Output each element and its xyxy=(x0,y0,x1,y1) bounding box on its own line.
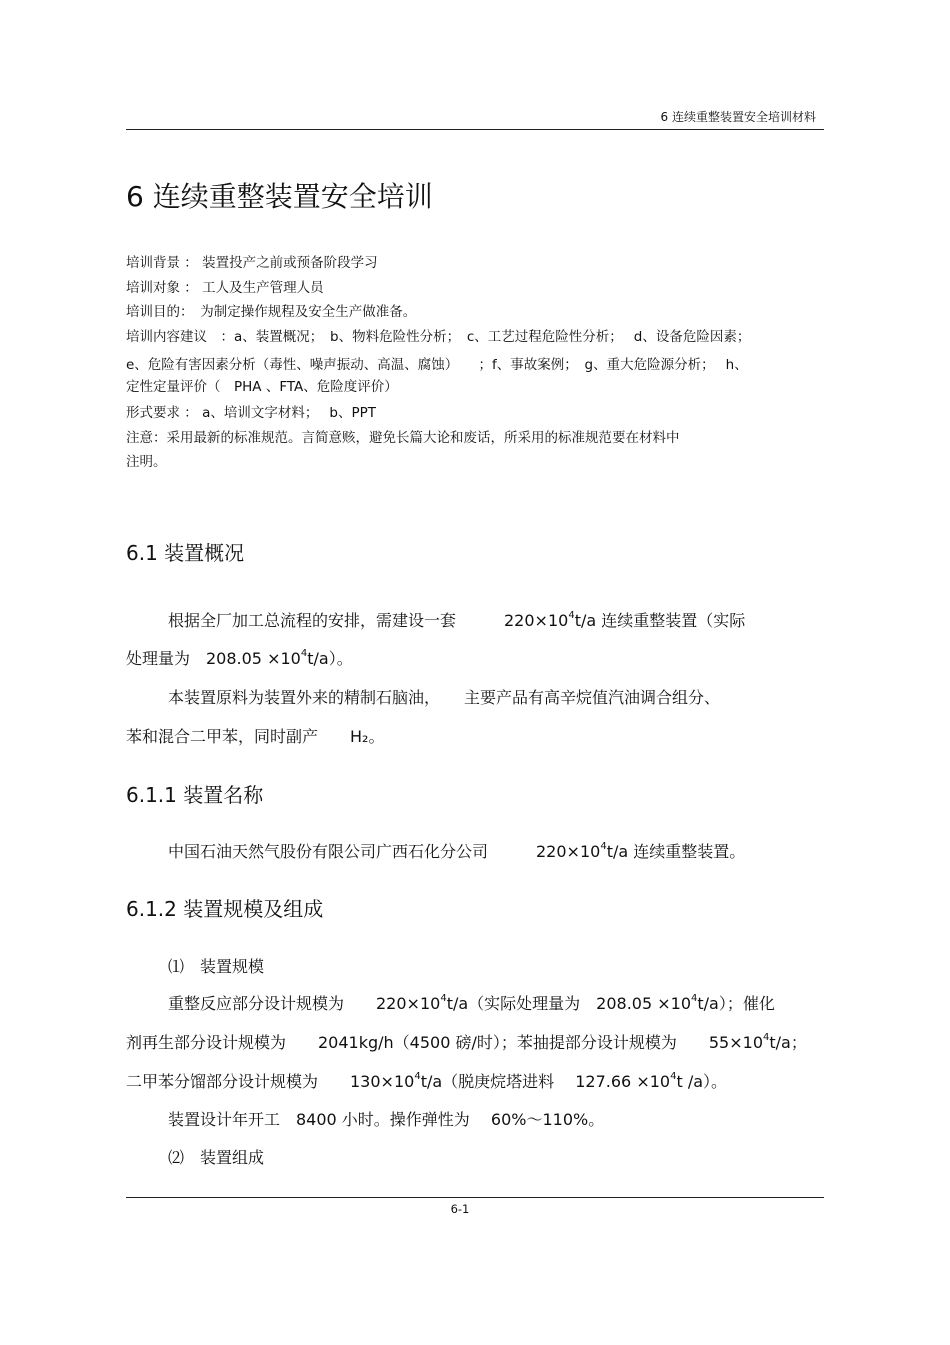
paragraph-line: 重整反应部分设计规模为 $220\times 10^4t/a$（实际处理量为 $208.05 \times 10^4t/a$）；催化 xyxy=(168,992,775,1013)
list-item-heading: ⑵ 装置组成 xyxy=(168,1148,265,1167)
section-heading-6-1-2: 6.1.2 装置规模及组成 xyxy=(126,897,324,921)
header-rule xyxy=(126,129,824,130)
meta-purpose: 培训目的： 为制定操作规程及安全生产做准备。 xyxy=(126,304,417,320)
page-title: 6 连续重整装置安全培训 xyxy=(126,180,433,213)
meta-format: 形式要求 ： a、培训文字材料； b、PPT xyxy=(126,405,376,421)
list-item-heading: ⑴ 装置规模 xyxy=(168,957,265,976)
meta-content: 培训内容建议 ：a、装置概况； b、物料危险性分析； c、工艺过程危险性分析； d、设备危险因素； xyxy=(126,329,751,345)
page-number: 6-1 xyxy=(450,1202,470,1216)
footer-rule xyxy=(126,1197,824,1198)
paragraph-line: 装置设计年开工 8400 小时。操作弹性为 60%～110%。 xyxy=(168,1110,605,1129)
paragraph-line: 苯和混合二甲苯，同时副产 H₂。 xyxy=(126,727,385,746)
meta-note-cont: 注明。 xyxy=(126,454,167,470)
meta-content-cont: e、危险有害因素分析（毒性、噪声振动、高温、腐蚀） ；f、事故案例； g、重大危险源分析； h、 xyxy=(126,357,748,373)
meta-note: 注意：采用最新的标准规范。言简意赅，避免长篇大论和废话，所采用的标准规范要在材料中 xyxy=(126,430,680,446)
section-heading-6-1: 6.1 装置概况 xyxy=(126,541,245,565)
paragraph-line: 二甲苯分馏部分设计规模为 $130\times 10^4t/a$（脱庚烷塔进料 $127.66 \times 10^4t$ /a）。 xyxy=(126,1070,728,1091)
paragraph-line: 根据全厂加工总流程的安排，需建设一套 $220\times 10^4t/a$ 连续重整装置（实际 xyxy=(168,609,746,630)
meta-audience: 培训对象 ： 工人及生产管理人员 xyxy=(126,280,324,296)
running-header: 6 连续重整装置安全培训材料 xyxy=(660,110,816,124)
paragraph-line: 处理量为 $208.05 \times 10^4t/a$）。 xyxy=(126,647,353,668)
meta-content-cont2: 定性定量评价（ PHA 、FTA、危险度评价） xyxy=(126,379,398,395)
meta-background: 培训背景 ： 装置投产之前或预备阶段学习 xyxy=(126,255,378,271)
paragraph-line: 剂再生部分设计规模为 2041kg/h（4500 磅/时）；苯抽提部分设计规模为 $55\times 10^4t/a$； xyxy=(126,1031,807,1052)
paragraph-line: 中国石油天然气股份有限公司广西石化分公司 $220\times 10^4t/a$ 连续重整装置。 xyxy=(168,840,746,861)
paragraph-line: 本装置原料为装置外来的精制石脑油， 主要产品有高辛烷值汽油调合组分、 xyxy=(168,688,721,707)
section-heading-6-1-1: 6.1.1 装置名称 xyxy=(126,783,264,807)
